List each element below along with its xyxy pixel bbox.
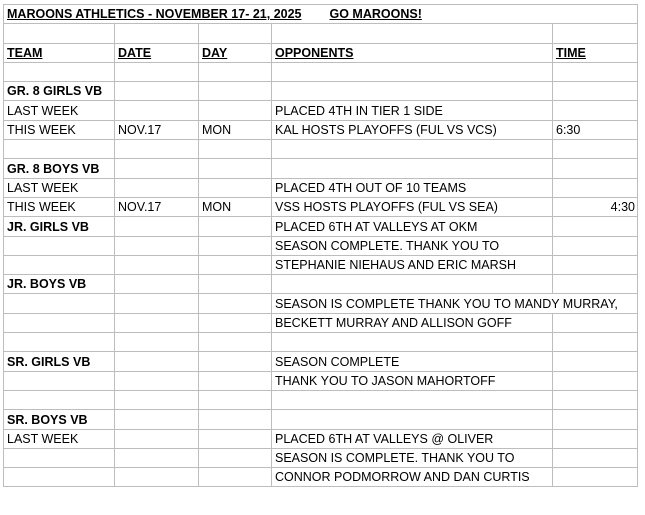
cell[interactable] (553, 24, 638, 43)
cell[interactable] (4, 371, 115, 390)
table-row (4, 236, 638, 255)
table-row (4, 294, 638, 313)
cell[interactable] (199, 294, 272, 313)
table-row (4, 178, 638, 197)
header-day[interactable]: DAY (199, 43, 272, 62)
team-name-jr-girls[interactable]: JR. GIRLS VB (4, 217, 115, 236)
opponents-cell[interactable]: CONNOR PODMORROW AND DAN CURTIS (272, 468, 553, 487)
cell[interactable] (199, 255, 272, 274)
cell[interactable] (115, 410, 199, 429)
table-row (4, 101, 638, 120)
time-cell[interactable]: 4:30 (553, 197, 638, 216)
cell[interactable] (115, 62, 199, 81)
cell[interactable] (199, 236, 272, 255)
cell[interactable] (115, 217, 199, 236)
cell[interactable] (115, 82, 199, 101)
blank-row (4, 24, 638, 43)
team-row (4, 410, 638, 429)
cell[interactable] (199, 448, 272, 467)
cell[interactable] (553, 275, 638, 294)
cell[interactable] (4, 313, 115, 332)
cell[interactable] (4, 448, 115, 467)
cell[interactable] (272, 333, 553, 352)
header-time[interactable]: TIME (553, 43, 638, 62)
date-cell[interactable]: NOV.17 (115, 197, 199, 216)
title-cell[interactable] (4, 5, 638, 24)
cell[interactable] (199, 429, 272, 448)
opponents-cell[interactable]: STEPHANIE NIEHAUS AND ERIC MARSH (272, 255, 553, 274)
cell[interactable] (272, 24, 553, 43)
cell[interactable] (115, 275, 199, 294)
cell[interactable] (553, 371, 638, 390)
cell[interactable] (553, 140, 638, 159)
cell[interactable] (553, 62, 638, 81)
cell[interactable] (4, 294, 115, 313)
cell[interactable] (115, 313, 199, 332)
header-opponents[interactable]: OPPONENTS (272, 43, 553, 62)
team-name-jr-boys[interactable] (4, 275, 115, 294)
cell[interactable] (199, 62, 272, 81)
cell[interactable] (199, 178, 272, 197)
day-cell[interactable]: MON (199, 120, 272, 139)
blank-row (4, 140, 638, 159)
opponents-cell[interactable]: PLACED 6TH AT VALLEYS @ OLIVER (272, 429, 553, 448)
cell[interactable] (115, 448, 199, 467)
cell[interactable] (115, 140, 199, 159)
opponents-cell[interactable]: THANK YOU TO JASON MAHORTOFF (272, 371, 553, 390)
team-name-gr8-boys[interactable]: GR. 8 BOYS VB (4, 159, 115, 178)
cell[interactable] (553, 390, 638, 409)
cell[interactable] (553, 352, 638, 371)
cell[interactable] (4, 390, 115, 409)
cell[interactable] (553, 101, 638, 120)
cell[interactable] (4, 24, 115, 43)
time-cell[interactable]: 6:30 (553, 120, 638, 139)
cell[interactable] (115, 101, 199, 120)
table-row (4, 448, 638, 467)
date-cell[interactable]: NOV.17 (115, 120, 199, 139)
cell[interactable] (199, 140, 272, 159)
cell[interactable] (272, 275, 553, 294)
cell[interactable] (115, 178, 199, 197)
cell[interactable] (115, 468, 199, 487)
cell[interactable] (553, 255, 638, 274)
cell[interactable] (115, 352, 199, 371)
opponents-cell[interactable]: SEASON COMPLETE (272, 352, 553, 371)
cell[interactable] (115, 159, 199, 178)
opponents-cell[interactable]: SEASON COMPLETE. THANK YOU TO (272, 236, 553, 255)
cell[interactable] (553, 178, 638, 197)
cell[interactable] (115, 371, 199, 390)
blank-row (4, 390, 638, 409)
cell[interactable] (4, 468, 115, 487)
team-row (4, 217, 638, 236)
row-label[interactable]: LAST WEEK (4, 429, 115, 448)
cell[interactable] (553, 429, 638, 448)
opponents-cell[interactable]: PLACED 4TH IN TIER 1 SIDE (272, 101, 553, 120)
cell[interactable] (115, 294, 199, 313)
team-name-gr8-girls[interactable]: GR. 8 GIRLS VB (4, 82, 115, 101)
opponents-cell[interactable]: PLACED 6TH AT VALLEYS AT OKM (272, 217, 553, 236)
cell[interactable] (272, 159, 553, 178)
header-team[interactable]: TEAM (4, 43, 115, 62)
cell[interactable] (115, 255, 199, 274)
sheet-slogan: GO MAROONS! (329, 7, 422, 22)
table-row (4, 313, 638, 332)
table-row (4, 197, 638, 216)
opponents-cell[interactable]: SEASON IS COMPLETE. THANK YOU TO (272, 448, 553, 467)
cell[interactable] (553, 82, 638, 101)
cell[interactable] (553, 236, 638, 255)
cell[interactable] (272, 410, 553, 429)
cell[interactable] (199, 217, 272, 236)
opponents-cell[interactable]: KAL HOSTS PLAYOFFS (FUL VS VCS) (272, 120, 553, 139)
title-row (4, 5, 638, 24)
cell[interactable] (199, 333, 272, 352)
cell[interactable] (553, 410, 638, 429)
opponents-cell[interactable]: SEASON IS COMPLETE THANK YOU TO MANDY MURRAY, (272, 294, 638, 313)
row-label[interactable]: THIS WEEK (4, 197, 115, 216)
team-row (4, 352, 638, 371)
cell[interactable] (553, 468, 638, 487)
cell[interactable] (4, 140, 115, 159)
sheet-title: MAROONS ATHLETICS - NOVEMBER 17- 21, 2025 (7, 7, 302, 22)
team-name-sr-girls[interactable]: SR. GIRLS VB (4, 352, 115, 371)
cell[interactable] (199, 352, 272, 371)
day-cell[interactable]: MON (199, 197, 272, 216)
row-label[interactable]: LAST WEEK (4, 178, 115, 197)
cell[interactable] (199, 101, 272, 120)
blank-row (4, 62, 638, 81)
cell[interactable] (553, 313, 638, 332)
opponents-cell[interactable]: VSS HOSTS PLAYOFFS (FUL VS SEA) (272, 197, 553, 216)
blank-row (4, 333, 638, 352)
cell[interactable] (115, 390, 199, 409)
team-label: JR. BOYS VB (7, 277, 87, 292)
schedule-table (3, 4, 638, 487)
team-name-sr-boys[interactable]: SR. BOYS VB (4, 410, 115, 429)
cell[interactable] (199, 468, 272, 487)
cell[interactable] (553, 217, 638, 236)
cell[interactable] (199, 82, 272, 101)
header-row (4, 43, 638, 62)
cell[interactable] (115, 333, 199, 352)
row-label[interactable]: LAST WEEK (4, 101, 115, 120)
cell[interactable] (272, 62, 553, 81)
table-row (4, 120, 638, 139)
cell[interactable] (199, 159, 272, 178)
header-date[interactable]: DATE (115, 43, 199, 62)
opponents-cell[interactable]: BECKETT MURRAY AND ALLISON GOFF (272, 313, 553, 332)
cell[interactable] (4, 255, 115, 274)
cell[interactable] (115, 236, 199, 255)
table-row (4, 429, 638, 448)
team-row (4, 82, 638, 101)
team-row (4, 275, 638, 294)
table-row (4, 371, 638, 390)
table-row (4, 255, 638, 274)
team-row (4, 159, 638, 178)
cell[interactable] (4, 333, 115, 352)
cell[interactable] (553, 159, 638, 178)
table-row (4, 468, 638, 487)
cell[interactable] (199, 371, 272, 390)
cell[interactable] (4, 62, 115, 81)
opponents-cell[interactable]: PLACED 4TH OUT OF 10 TEAMS (272, 178, 553, 197)
cell[interactable] (272, 82, 553, 101)
cell[interactable] (272, 140, 553, 159)
cell[interactable] (199, 313, 272, 332)
cell[interactable] (115, 24, 199, 43)
cell[interactable] (553, 333, 638, 352)
cell[interactable] (553, 448, 638, 467)
cell[interactable] (4, 236, 115, 255)
cell[interactable] (199, 410, 272, 429)
cell[interactable] (199, 390, 272, 409)
cell[interactable] (115, 429, 199, 448)
cell[interactable] (199, 24, 272, 43)
cell[interactable] (199, 275, 272, 294)
row-label[interactable]: THIS WEEK (4, 120, 115, 139)
cell[interactable] (272, 390, 553, 409)
